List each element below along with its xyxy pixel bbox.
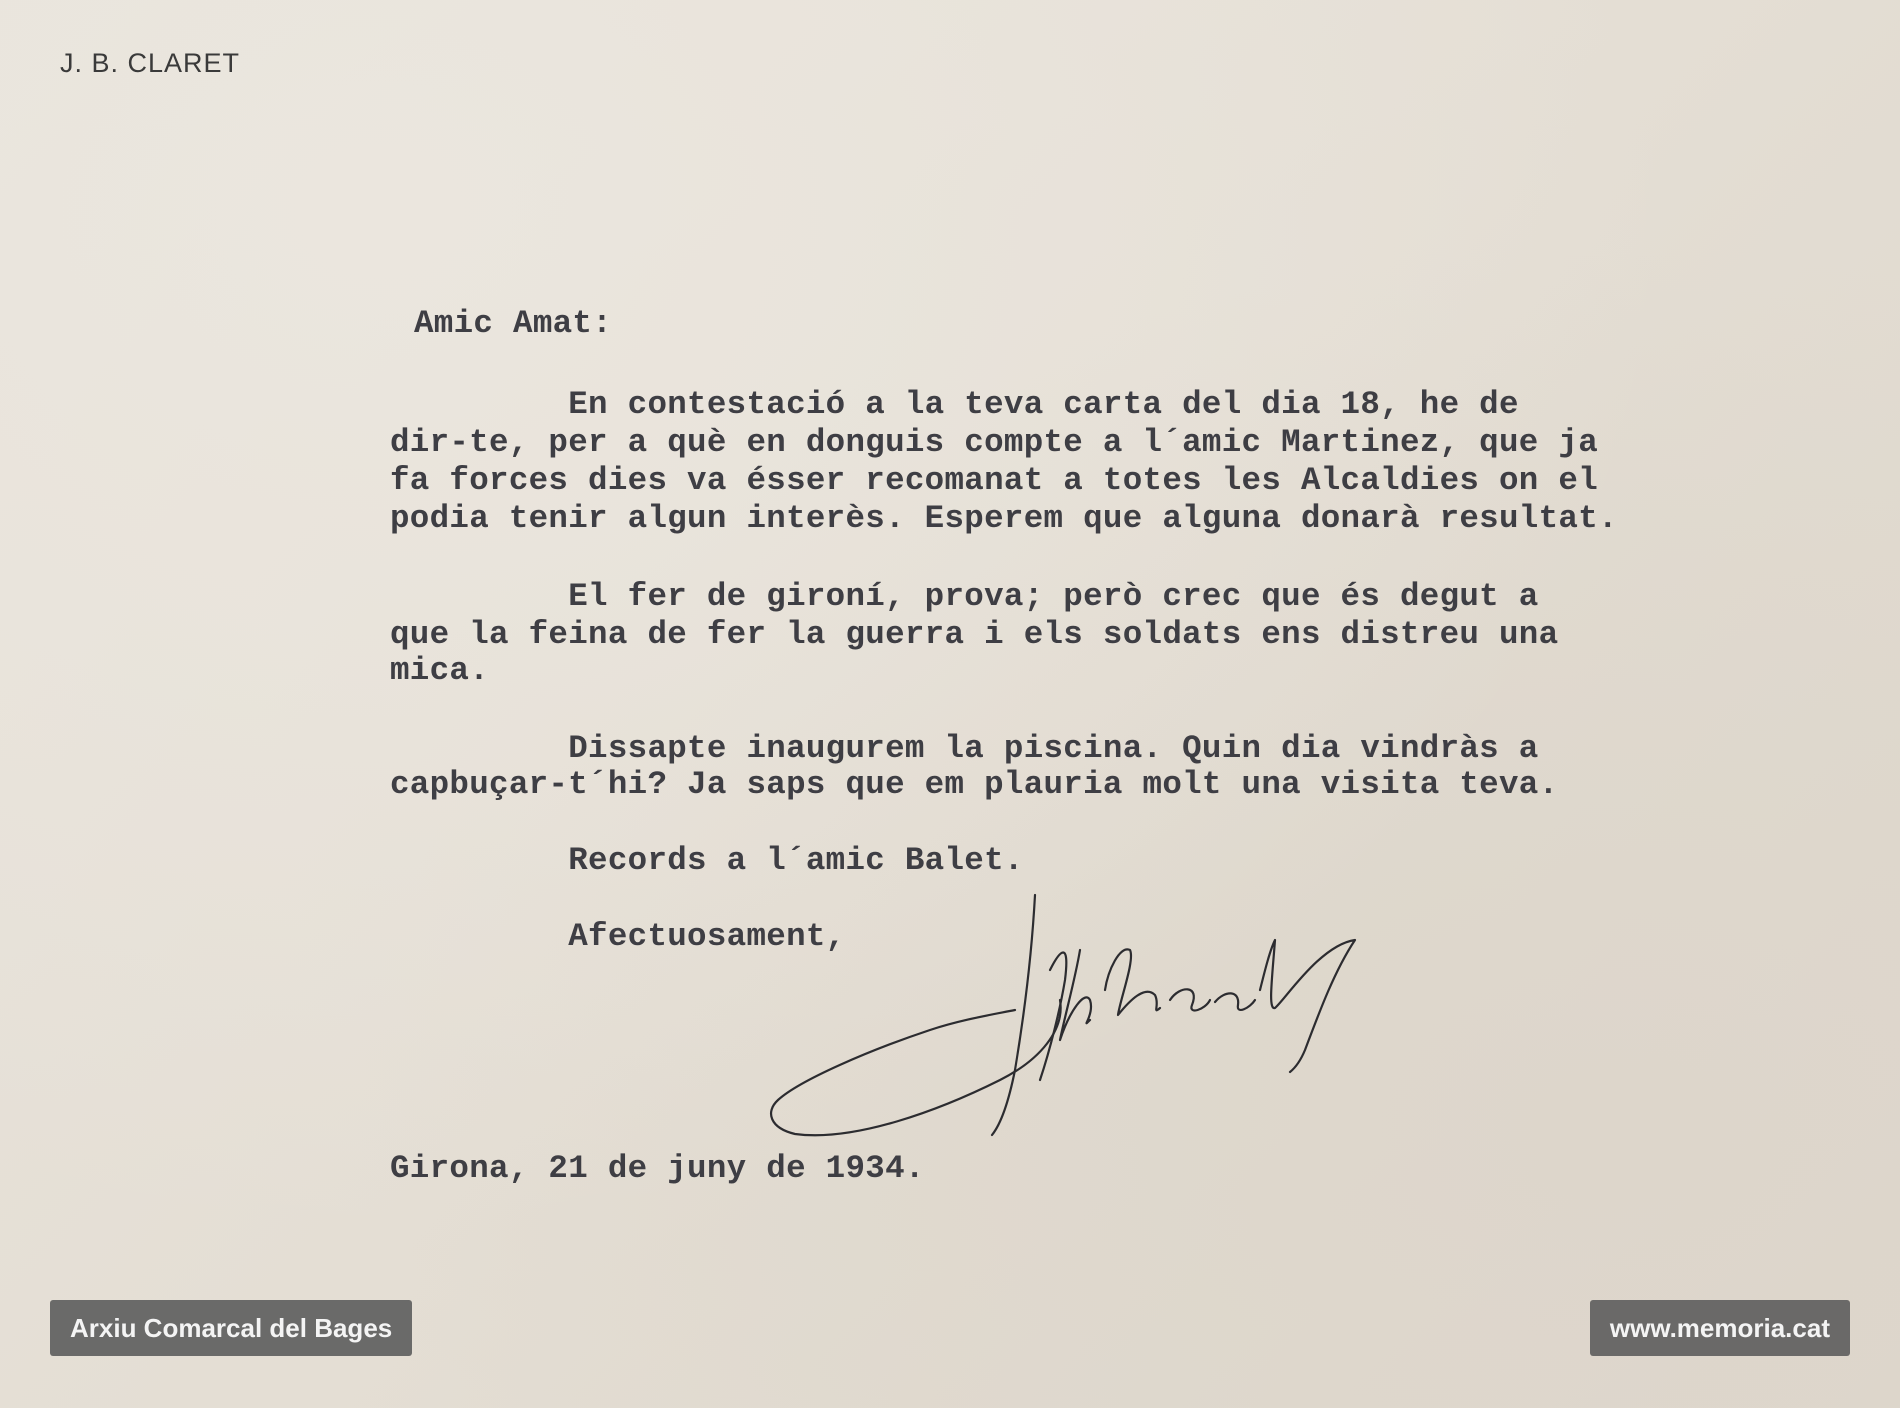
archive-badge: Arxiu Comarcal del Bages: [50, 1300, 412, 1356]
paragraph1-line: En contestació a la teva carta del dia 18, he de: [390, 386, 1519, 423]
letterhead: J. B. CLARET: [60, 48, 241, 78]
paragraph1-line: fa forces dies va ésser recomanat a totes les Alcaldies on el: [390, 462, 1598, 499]
paragraph1-line: podia tenir algun interès. Esperem que alguna donarà resultat.: [390, 500, 1618, 537]
handwritten-signature: [760, 890, 1380, 1150]
paragraph3-line: Dissapte inaugurem la piscina. Quin dia vindràs a: [390, 730, 1539, 767]
paragraph2-line: que la feina de fer la guerra i els soldats ens distreu una: [390, 616, 1559, 653]
regards-line: Records a l´amic Balet.: [390, 842, 1024, 879]
salutation: Amic Amat:: [414, 305, 613, 342]
paragraph2-line: El fer de gironí, prova; però crec que és degut a: [390, 578, 1539, 615]
place-date: Girona, 21 de juny de 1934.: [390, 1150, 925, 1187]
paragraph1-line: dir-te, per a què en donguis compte a l´amic Martinez, que ja: [390, 424, 1598, 461]
paragraph2-line: mica.: [390, 652, 490, 689]
website-badge: www.memoria.cat: [1590, 1300, 1850, 1356]
paragraph3-line: capbuçar-t´hi? Ja saps que em plauria molt una visita teva.: [390, 766, 1559, 803]
closing-line: Afectuosament,: [390, 918, 846, 955]
